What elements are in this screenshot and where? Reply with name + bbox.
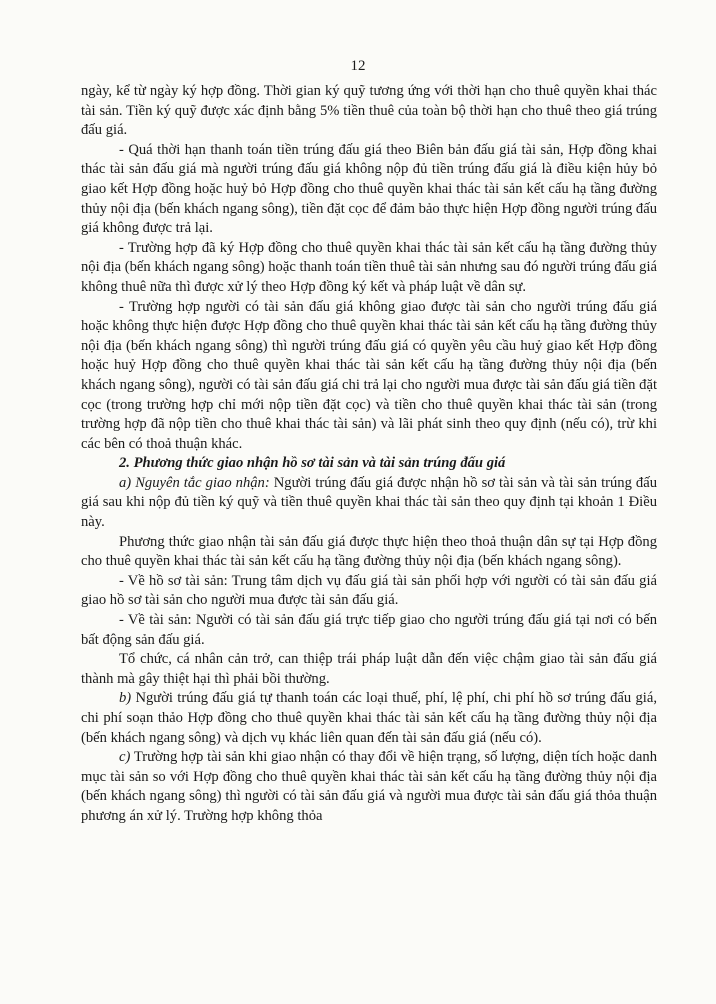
paragraph-9: - Về tài sản: Người có tài sản đấu giá trực tiếp giao cho người trúng đấu giá tại nơi có bến bất động sản đấu giá.	[81, 612, 657, 648]
paragraph-b	[81, 689, 657, 748]
page-number: 12	[350, 58, 366, 74]
paragraph-a	[81, 474, 657, 533]
paragraph-b-lead: b)	[119, 690, 132, 707]
paragraph-a-text: Người trúng đấu giá được nhận hồ sơ tài sản và tài sản trúng đấu giá sau khi nộp đủ tiền ký quỹ và tiền thuê quyền khai thác tài sản theo quy định tại khoản 1 Điều này.	[81, 474, 657, 531]
paragraph-b-text: Người trúng đấu giá tự thanh toán các loại thuế, phí, lệ phí, chi phí hồ sơ trúng đấu giá, chi phí soạn thảo Hợp đồng cho thuê quyền khai thác tài sản kết cấu hạ tầng đường thủy nội địa (bến khách ngang sông) và dịch vụ khác liên quan đến tài sản đấu giá (nếu có).	[81, 690, 657, 746]
paragraph-10: Tổ chức, cá nhân cản trở, can thiệp trái pháp luật dẫn đến việc chậm giao tài sản đấu giá thành mà gây thiệt hại thì phải bồi thường.	[81, 651, 657, 687]
paragraph-c-lead: c)	[119, 749, 131, 766]
paragraph-c	[81, 748, 657, 826]
paragraph-a-lead: a) Nguyên tắc giao nhận:	[119, 474, 270, 491]
paragraph-2: - Quá thời hạn thanh toán tiền trúng đấu giá theo Biên bản đấu giá tài sản, Hợp đồng khai thác tài sản đấu giá mà người trúng đấu giá không nộp đủ tiền trúng đấu giá là điều kiện hủy bỏ giao kết Hợp đồng hoặc huỷ bỏ Hợp đồng cho thuê quyền khai thác tài sản kết cấu hạ tầng đường thủy nội địa (bến khách ngang sông), tiền đặt cọc để đảm bảo thực hiện Hợp đồng người trúng đấu giá không được trả lại.	[81, 141, 657, 237]
section-heading-2: 2. Phương thức giao nhận hồ sơ tài sản và tài sản trúng đấu giá	[119, 455, 506, 472]
document-body	[81, 82, 657, 827]
paragraph-1: ngày, kể từ ngày ký hợp đồng. Thời gian ký quỹ tương ứng với thời hạn cho thuê quyền khai thác tài sản. Tiền ký quỹ được xác định bằng 5% tiền thuê của toàn bộ thời hạn cho thuê theo giá trúng đấu giá.	[81, 83, 657, 139]
paragraph-c-text: Trường hợp tài sản khi giao nhận có thay đổi về hiện trạng, số lượng, diện tích hoặc danh mục tài sản so với Hợp đồng cho thuê quyền khai thác tài sản kết cấu hạ tầng đường thủy nội địa (bến khách ngang sông) thì người có tài sản đấu giá và người mua được tài sản đấu giá thỏa thuận phương án xử lý. Trường hợp không thỏa	[81, 749, 657, 824]
paragraph-8: - Về hồ sơ tài sản: Trung tâm dịch vụ đấu giá tài sản phối hợp với người có tài sản đấu giá giao hồ sơ tài sản cho người mua được tài sản đấu giá.	[81, 572, 657, 609]
paragraph-4: - Trường hợp người có tài sản đấu giá không giao được tài sản cho người trúng đấu giá hoặc không thực hiện được Hợp đồng cho thuê quyền khai thác tài sản kết cấu hạ tầng đường thủy nội địa (bến khách ngang sông) thì người trúng đấu giá có quyền yêu cầu huỷ giao kết Hợp đồng hoặc huỷ Hợp đồng cho thuê quyền khai thác tài sản kết cấu hạ tầng đường thủy nội địa (bến khách ngang sông), người có tài sản đấu giá chi trả lại cho người mua được tài sản đấu giá tiền đặt cọc (trong trường hợp chỉ mới nộp tiền đặt cọc) và tiền cho thuê quyền khai thác tài sản (trong trường hợp đã nộp tiền cho thuê khai thác tài sản) và lãi phát sinh theo quy định (nếu có), trừ khi các bên có thoả thuận khác.	[81, 298, 657, 452]
paragraph-7: Phương thức giao nhận tài sản đấu giá được thực hiện theo thoả thuận dân sự tại Hợp đồng cho thuê quyền khai thác tài sản kết cấu hạ tầng đường thủy nội địa (bến khách ngang sông).	[81, 533, 657, 570]
paragraph-3: - Trường hợp đã ký Hợp đồng cho thuê quyền khai thác tài sản kết cấu hạ tầng đường thủy nội địa (bến khách ngang sông) hoặc thanh toán tiền thuê tài sản nhưng sau đó người trúng đấu giá không thuê nữa thì được xử lý theo Hợp đồng ký kết và pháp luật về dân sự.	[81, 239, 657, 295]
